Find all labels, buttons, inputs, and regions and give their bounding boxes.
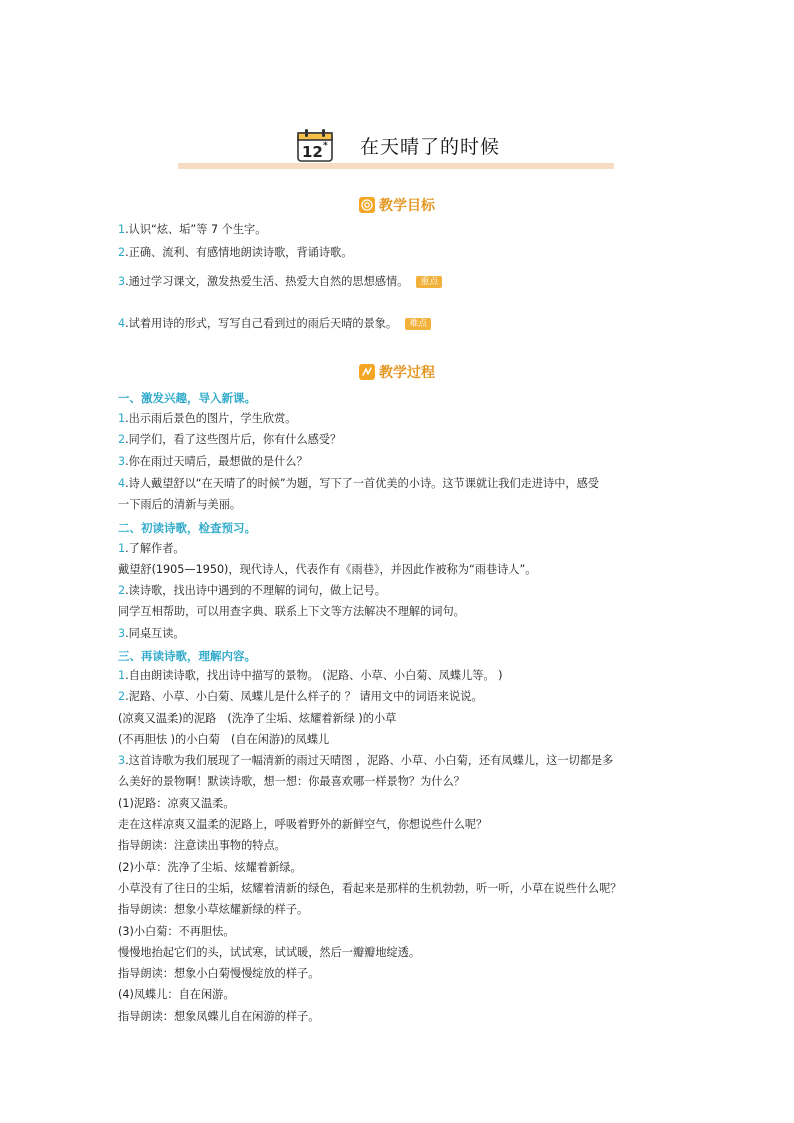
title-underline [178, 163, 614, 169]
part-three-title: 三、再读诗歌，理解内容。 [118, 649, 256, 663]
goal-item: 1.认识“炫、垢”等 7 个生字。 [118, 223, 267, 236]
part-one-title: 一、激发兴趣，导入新课。 [118, 391, 256, 405]
scene-line: 走在这样凉爽又温柔的泥路上，呼吸着野外的新鲜空气，你想说些什么呢？ [118, 818, 488, 831]
lesson-star: * [323, 141, 328, 151]
target-icon [359, 197, 375, 213]
process-heading [0, 362, 794, 384]
scene-line: 指导朗读：想象凤蝶儿自在闲游的样子。 [118, 1010, 320, 1023]
list-item: 1.自由朗读诗歌，找出诗中描写的景物。 (泥路、小草、小白菊、凤蝶儿等。 ) [118, 669, 503, 682]
goal-item: 2.正确、流利、有感情地朗读诗歌，背诵诗歌。 [118, 246, 353, 259]
key-point-badge: 重点 [416, 276, 442, 288]
list-item: 1.出示雨后景色的图片，学生欣赏。 [118, 412, 297, 425]
scene-line: 指导朗读：注意读出事物的特点。 [118, 839, 286, 852]
page-title: 在天晴了的时候 [360, 136, 501, 158]
list-item-continued: 一下雨后的清新与美丽。 [118, 498, 242, 511]
list-item: 2.同学们，看了这些图片后，你有什么感受？ [118, 433, 342, 446]
phrase-line: (不再胆怯 )的小白菊 (自在闲游)的凤蝶儿 [118, 733, 330, 746]
scene-line: (1)泥路：凉爽又温柔。 [118, 797, 235, 810]
scene-line: 指导朗读：想象小草炫耀新绿的样子。 [118, 903, 309, 916]
goals-heading [0, 195, 794, 217]
goal-item: 4.试着用诗的形式，写写自己看到过的雨后天晴的景象。 难点 [118, 317, 678, 331]
scene-line: 小草没有了往日的尘垢，炫耀着清新的绿色，看起来是那样的生机勃勃，听一听，小草在说些什么呢？ [118, 882, 622, 895]
scene-line: 指导朗读：想象小白菊慢慢绽放的样子。 [118, 967, 320, 980]
list-item: 2.读诗歌，找出诗中遇到的不理解的词句，做上记号。 [118, 584, 386, 597]
process-heading-text: 教学过程 [379, 365, 435, 381]
difficulty-badge: 难点 [405, 318, 431, 330]
goals-heading-text: 教学目标 [379, 198, 435, 214]
goal-item: 3.通过学习课文，激发热爱生活、热爱大自然的思想感情。 重点 [118, 275, 678, 289]
phrase-line: (凉爽又温柔)的泥路 (洗净了尘垢、炫耀着新绿 )的小草 [118, 712, 397, 725]
list-item-continued: 么美好的景物啊！默读诗歌，想一想：你最喜欢哪一样景物？为什么？ [118, 775, 465, 788]
part-two-title: 二、初读诗歌，检查预习。 [118, 521, 256, 535]
list-item: 4.诗人戴望舒以“在天晴了的时候”为题，写下了一首优美的小诗。这节课就让我们走进诗中，感受 [118, 477, 599, 490]
list-item: 2.泥路、小草、小白菊、凤蝶儿是什么样子的 ？ 请用文中的词语来说说。 [118, 690, 483, 703]
paragraph: 同学互相帮助，可以用查字典、联系上下文等方法解决不理解的词句。 [118, 605, 465, 618]
scene-line: (4)凤蝶儿：自在闲游。 [118, 988, 235, 1001]
list-item: 3.同桌互读。 [118, 627, 185, 640]
author-info: 戴望舒(1905—1950)，现代诗人，代表作有《雨巷》，并因此作被称为“雨巷诗人”。 [118, 563, 537, 576]
list-item: 3.你在雨过天晴后，最想做的是什么？ [118, 455, 308, 468]
lesson-number: 12 [302, 143, 323, 161]
process-icon [359, 364, 375, 380]
scene-line: 慢慢地抬起它们的头，试试寒，试试暖，然后一瓣瓣地绽透。 [118, 946, 421, 959]
list-item: 1.了解作者。 [118, 542, 185, 555]
list-item: 3.这首诗歌为我们展现了一幅清新的雨过天晴图 ，泥路、小草、小白菊，还有凤蝶儿，这一切都是多 [118, 754, 614, 767]
scene-line: (2)小草：洗净了尘垢、炫耀着新绿。 [118, 861, 302, 874]
calendar-icon [296, 127, 334, 163]
scene-line: (3)小白菊：不再胆怯。 [118, 925, 235, 938]
